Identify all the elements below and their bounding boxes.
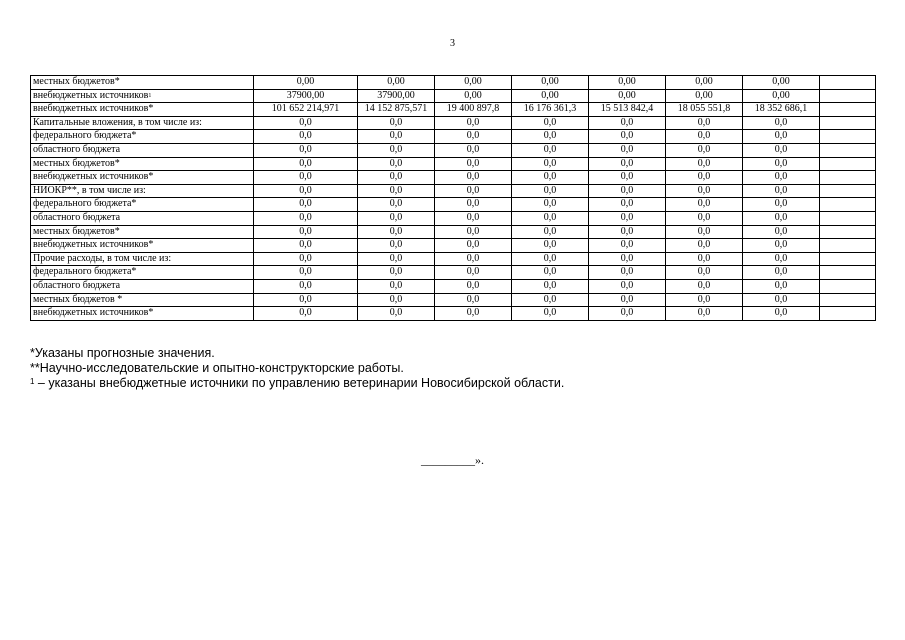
table-cell-empty [820, 266, 876, 280]
table-cell: 0,0 [358, 252, 435, 266]
table-cell: 0,0 [512, 157, 589, 171]
table-cell: 0,0 [666, 130, 743, 144]
table-cell: 0,0 [589, 184, 666, 198]
table-cell: 0,00 [512, 89, 589, 103]
footnote-forecast: *Указаны прогнозные значения. [30, 346, 215, 360]
table-cell: 0,0 [666, 116, 743, 130]
table-cell: 0,0 [743, 266, 820, 280]
table-cell: 16 176 361,3 [512, 103, 589, 117]
table-cell: 0,0 [589, 157, 666, 171]
table-cell-empty [820, 76, 876, 90]
table-cell: 0,0 [254, 239, 358, 253]
table-cell: 0,00 [743, 76, 820, 90]
table-row [31, 279, 876, 293]
row-label [31, 103, 254, 117]
table-row [31, 171, 876, 185]
table-cell: 0,0 [666, 157, 743, 171]
footnotes [30, 346, 870, 391]
table-cell: 0,0 [358, 211, 435, 225]
table-cell: 0,00 [666, 76, 743, 90]
table-cell: 0,0 [512, 116, 589, 130]
table-cell: 0,0 [666, 211, 743, 225]
table-cell: 0,0 [358, 307, 435, 321]
row-label [31, 266, 254, 280]
table-cell: 0,0 [254, 266, 358, 280]
table-cell: 0,0 [589, 130, 666, 144]
table-cell: 0,0 [254, 116, 358, 130]
table-cell: 0,0 [254, 171, 358, 185]
table-cell: 0,0 [666, 143, 743, 157]
footnote-niokr: **Научно-исследовательские и опытно-конструкторские работы. [30, 361, 404, 375]
row-label-text: Прочие расходы, в том числе из: [33, 252, 172, 264]
table-cell: 0,0 [358, 184, 435, 198]
table-cell: 0,0 [743, 225, 820, 239]
footnote-extrabudget-text: – указаны внебюджетные источники по управлению ветеринарии Новосибирской области. [34, 376, 565, 390]
table-cell-empty [820, 89, 876, 103]
table-cell: 0,00 [512, 76, 589, 90]
table-cell: 0,0 [589, 307, 666, 321]
table-cell: 0,0 [589, 116, 666, 130]
table-cell: 0,0 [254, 211, 358, 225]
table-row [31, 225, 876, 239]
table-cell: 0,00 [435, 89, 512, 103]
table-row [31, 116, 876, 130]
table-row [31, 252, 876, 266]
table-cell: 0,0 [435, 130, 512, 144]
table-row [31, 307, 876, 321]
table-cell: 0,0 [358, 157, 435, 171]
footnote-marker: 1 [148, 92, 152, 99]
table-cell: 37900,00 [358, 89, 435, 103]
row-label [31, 116, 254, 130]
table-cell-empty [820, 130, 876, 144]
table-cell: 0,0 [743, 279, 820, 293]
table-row [31, 266, 876, 280]
footnote-marker: 1 [30, 377, 35, 386]
table-cell: 0,0 [254, 143, 358, 157]
table-cell: 0,0 [358, 279, 435, 293]
row-label-text: областного бюджета [33, 279, 121, 291]
table-row [31, 157, 876, 171]
closing-mark: _________». [421, 453, 484, 467]
table-cell-empty [820, 293, 876, 307]
row-label-text: Капитальные вложения, в том числе из: [33, 116, 202, 128]
row-label [31, 293, 254, 307]
table-cell: 18 055 551,8 [666, 103, 743, 117]
table-cell: 0,0 [435, 116, 512, 130]
table-cell: 0,0 [254, 157, 358, 171]
table-cell: 0,0 [435, 198, 512, 212]
table-cell: 0,0 [512, 198, 589, 212]
table-cell: 0,0 [512, 239, 589, 253]
table-cell-empty [820, 103, 876, 117]
row-label [31, 157, 254, 171]
table-cell: 0,0 [435, 157, 512, 171]
row-label-text: НИОКР**, в том числе из: [33, 184, 146, 196]
row-label [31, 211, 254, 225]
table-cell: 0,0 [358, 143, 435, 157]
table-cell: 0,0 [435, 211, 512, 225]
table-cell: 37900,00 [254, 89, 358, 103]
row-label-text: федерального бюджета* [33, 266, 137, 278]
table-cell: 0,00 [254, 76, 358, 90]
table-cell: 0,0 [589, 143, 666, 157]
table-cell: 0,0 [358, 198, 435, 212]
row-label [31, 279, 254, 293]
row-label [31, 252, 254, 266]
table-cell-empty [820, 116, 876, 130]
table-cell: 19 400 897,8 [435, 103, 512, 117]
table-cell: 15 513 842,4 [589, 103, 666, 117]
row-label [31, 198, 254, 212]
table-cell: 0,0 [743, 252, 820, 266]
table-cell: 18 352 686,1 [743, 103, 820, 117]
table-cell: 0,0 [512, 130, 589, 144]
table-cell: 0,0 [254, 307, 358, 321]
table-cell: 0,0 [666, 198, 743, 212]
row-label [31, 143, 254, 157]
table-cell: 0,0 [435, 184, 512, 198]
table-row [31, 293, 876, 307]
table-cell: 0,0 [666, 279, 743, 293]
table-cell: 0,0 [512, 293, 589, 307]
table-cell: 0,0 [512, 184, 589, 198]
table-cell-empty [820, 279, 876, 293]
table-cell-empty [820, 239, 876, 253]
table-cell: 0,0 [589, 279, 666, 293]
table-row [31, 76, 876, 90]
table-cell: 0,0 [254, 184, 358, 198]
table-cell: 0,0 [358, 225, 435, 239]
table-cell: 0,0 [435, 266, 512, 280]
table-cell-empty [820, 184, 876, 198]
row-label [31, 89, 254, 103]
table-cell-empty [820, 307, 876, 321]
table-cell: 101 652 214,971 [254, 103, 358, 117]
row-label-text: федерального бюджета* [33, 198, 137, 210]
row-label-text: областного бюджета [33, 211, 121, 223]
table-cell: 0,0 [358, 130, 435, 144]
table-cell: 0,0 [435, 279, 512, 293]
table-cell: 0,0 [435, 171, 512, 185]
table-row [31, 103, 876, 117]
table-cell: 0,0 [743, 143, 820, 157]
table-cell: 0,0 [743, 293, 820, 307]
table-cell-empty [820, 171, 876, 185]
row-label [31, 184, 254, 198]
footnote-extrabudget [30, 376, 870, 391]
row-label-text: местных бюджетов* [33, 225, 120, 237]
table-cell: 0,0 [512, 266, 589, 280]
table-cell: 0,0 [589, 171, 666, 185]
table-cell: 0,0 [358, 116, 435, 130]
table-cell-empty [820, 198, 876, 212]
table-cell: 0,0 [435, 225, 512, 239]
table-cell: 0,0 [512, 171, 589, 185]
table-cell: 0,0 [589, 252, 666, 266]
budget-table-body [31, 76, 876, 321]
table-cell-empty [820, 225, 876, 239]
table-cell: 0,0 [589, 266, 666, 280]
row-label [31, 307, 254, 321]
table-cell: 0,0 [666, 171, 743, 185]
table-cell: 0,0 [435, 239, 512, 253]
table-row [31, 198, 876, 212]
table-row [31, 143, 876, 157]
row-label-text: местных бюджетов* [33, 157, 120, 169]
table-cell: 0,0 [743, 171, 820, 185]
table-cell: 0,0 [743, 239, 820, 253]
table-cell: 0,0 [512, 252, 589, 266]
table-cell: 0,0 [589, 225, 666, 239]
table-cell: 0,0 [358, 293, 435, 307]
table-cell: 0,0 [254, 130, 358, 144]
budget-table [30, 75, 876, 321]
table-cell-empty [820, 143, 876, 157]
row-label [31, 130, 254, 144]
table-row [31, 130, 876, 144]
table-cell: 0,00 [358, 76, 435, 90]
row-label-text: федерального бюджета* [33, 130, 137, 142]
table-row [31, 184, 876, 198]
row-label [31, 239, 254, 253]
table-cell: 0,00 [743, 89, 820, 103]
table-cell: 0,0 [743, 184, 820, 198]
table-cell: 0,0 [435, 293, 512, 307]
row-label-text: внебюджетных источников [33, 89, 149, 101]
table-cell: 0,0 [743, 198, 820, 212]
row-label-text: внебюджетных источников* [33, 239, 154, 251]
table-cell: 0,0 [666, 239, 743, 253]
row-label [31, 171, 254, 185]
row-label-text: областного бюджета [33, 143, 121, 155]
table-cell: 14 152 875,571 [358, 103, 435, 117]
row-label [31, 76, 254, 90]
table-cell: 0,0 [666, 307, 743, 321]
table-cell: 0,0 [743, 211, 820, 225]
table-cell: 0,0 [254, 198, 358, 212]
table-cell: 0,0 [512, 143, 589, 157]
page-number: 3 [450, 38, 455, 49]
table-cell: 0,0 [743, 307, 820, 321]
row-label-text: местных бюджетов* [33, 76, 120, 87]
table-cell: 0,0 [666, 184, 743, 198]
row-label-text: внебюджетных источников* [33, 307, 154, 319]
table-row [31, 89, 876, 103]
table-cell: 0,0 [435, 307, 512, 321]
table-row [31, 211, 876, 225]
row-label [31, 225, 254, 239]
table-cell: 0,0 [512, 279, 589, 293]
table-cell: 0,0 [254, 252, 358, 266]
table-cell: 0,0 [666, 266, 743, 280]
table-cell: 0,0 [589, 198, 666, 212]
table-cell: 0,0 [512, 307, 589, 321]
table-cell: 0,0 [666, 225, 743, 239]
table-cell: 0,0 [254, 225, 358, 239]
table-row [31, 239, 876, 253]
table-cell: 0,0 [666, 293, 743, 307]
table-cell: 0,0 [743, 157, 820, 171]
table-cell: 0,0 [743, 116, 820, 130]
table-cell-empty [820, 252, 876, 266]
table-cell: 0,0 [435, 143, 512, 157]
table-cell: 0,0 [435, 252, 512, 266]
table-cell: 0,0 [589, 239, 666, 253]
table-cell: 0,00 [666, 89, 743, 103]
table-cell: 0,0 [358, 239, 435, 253]
table-cell: 0,0 [589, 293, 666, 307]
table-cell: 0,0 [512, 211, 589, 225]
table-cell: 0,0 [358, 266, 435, 280]
table-cell: 0,00 [435, 76, 512, 90]
row-label-text: местных бюджетов * [33, 293, 123, 305]
table-cell: 0,0 [358, 171, 435, 185]
table-cell: 0,0 [254, 293, 358, 307]
table-cell: 0,0 [254, 279, 358, 293]
table-cell: 0,00 [589, 76, 666, 90]
table-cell-empty [820, 211, 876, 225]
table-cell: 0,0 [512, 225, 589, 239]
table-cell: 0,00 [589, 89, 666, 103]
table-cell: 0,0 [743, 130, 820, 144]
table-cell: 0,0 [589, 211, 666, 225]
row-label-text: внебюджетных источников* [33, 103, 154, 115]
row-label-text: внебюджетных источников* [33, 171, 154, 183]
table-cell: 0,0 [666, 252, 743, 266]
table-cell-empty [820, 157, 876, 171]
